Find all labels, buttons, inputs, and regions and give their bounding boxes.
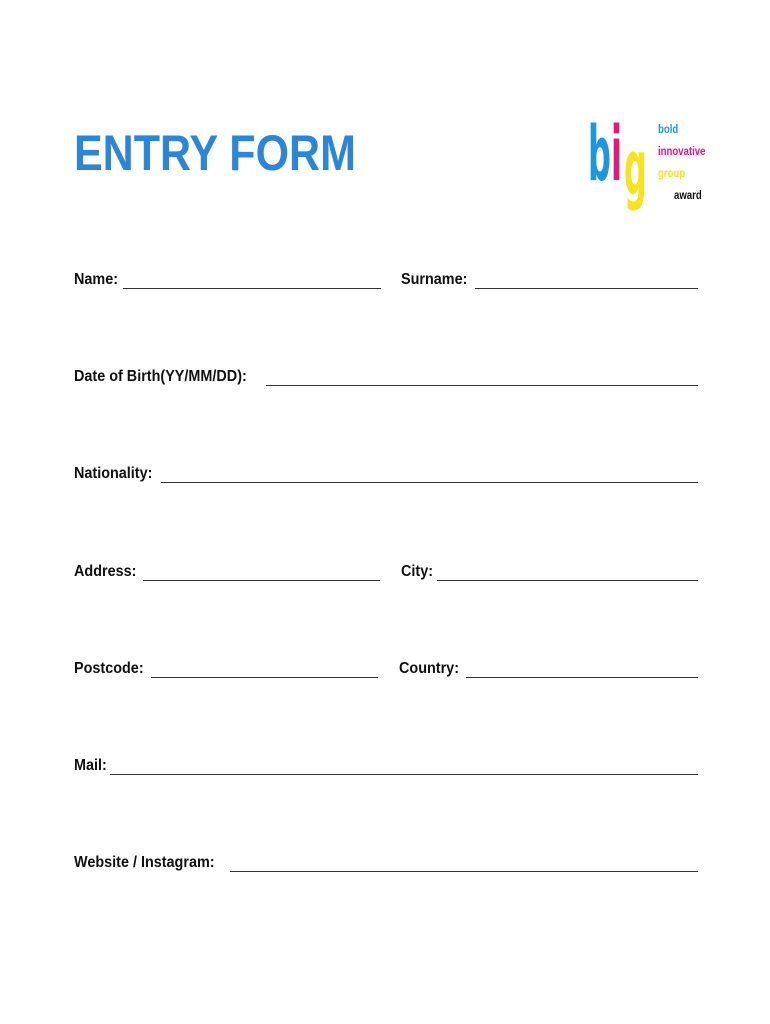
address-field[interactable] [74, 560, 380, 582]
mail-input-line[interactable] [110, 774, 698, 775]
logo-word-innovative: innovative [658, 144, 706, 158]
surname-field[interactable] [401, 268, 698, 290]
website-label: Website / Instagram: [74, 854, 215, 871]
logo-letter-g: g [624, 123, 647, 212]
website-input-line[interactable] [230, 871, 698, 872]
big-award-logo [588, 109, 706, 220]
form-title: ENTRY FORM [74, 125, 356, 181]
address-input-line[interactable] [143, 580, 380, 581]
mail-field[interactable] [74, 754, 698, 776]
city-field[interactable] [401, 560, 698, 582]
surname-input-line[interactable] [475, 288, 698, 289]
country-label: Country: [399, 660, 459, 677]
postcode-field[interactable] [74, 657, 378, 679]
name-label: Name: [74, 271, 119, 288]
address-label: Address: [74, 563, 137, 580]
logo-letter-i: i [611, 109, 622, 198]
surname-label: Surname: [401, 271, 468, 288]
postcode-label: Postcode: [74, 660, 144, 677]
country-field[interactable] [399, 657, 698, 679]
logo-word-group: group [658, 166, 686, 180]
city-label: City: [401, 563, 434, 580]
dob-field[interactable] [74, 365, 698, 387]
city-input-line[interactable] [437, 580, 698, 581]
country-input-line[interactable] [466, 677, 698, 678]
logo-word-award: award [674, 188, 702, 202]
logo-letter-b: b [588, 109, 611, 198]
website-field[interactable] [74, 851, 698, 873]
mail-label: Mail: [74, 757, 107, 774]
dob-input-line[interactable] [266, 385, 698, 386]
logo-word-bold: bold [658, 122, 679, 136]
name-field[interactable] [74, 268, 381, 290]
postcode-input-line[interactable] [151, 677, 378, 678]
nationality-field[interactable] [74, 462, 698, 484]
nationality-input-line[interactable] [161, 482, 698, 483]
nationality-label: Nationality: [74, 465, 153, 482]
name-input-line[interactable] [123, 288, 381, 289]
dob-label: Date of Birth(YY/MM/DD): [74, 368, 247, 385]
